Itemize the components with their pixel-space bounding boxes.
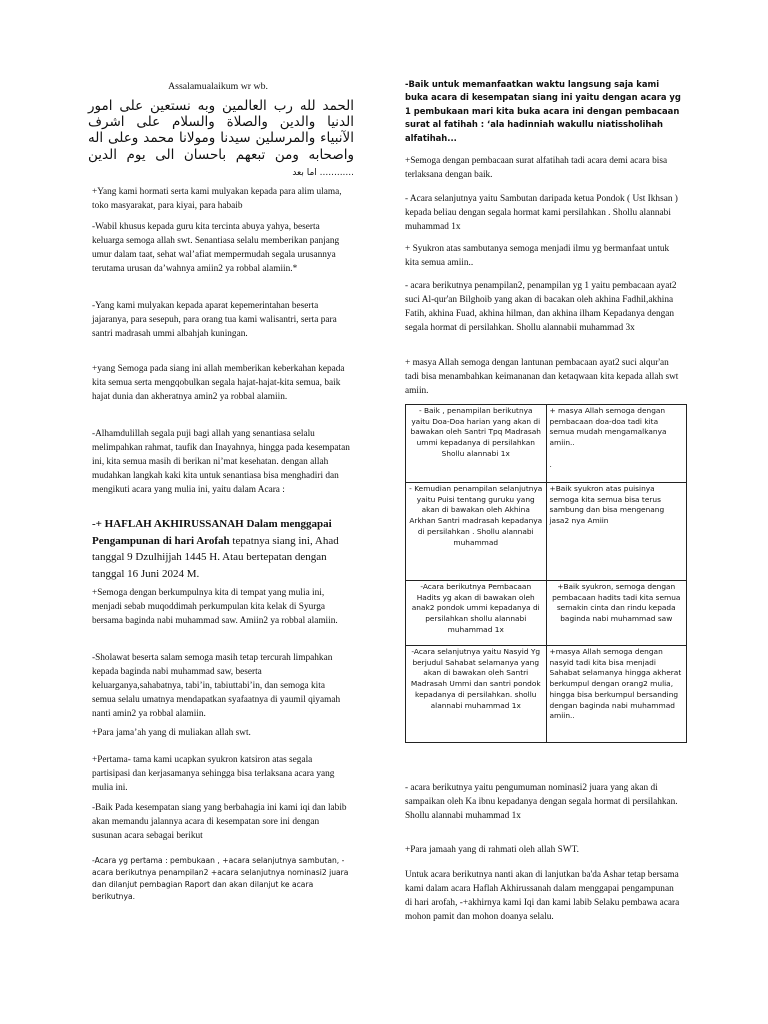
paragraph-speech-thanks: + Syukron atas sambutanya semoga menjadi ilmu yg bermanfaat untuk kita semua amiin.. <box>405 244 670 268</box>
arabic-opening-text <box>88 98 354 179</box>
paragraph-opening-fatihah: -Baik untuk memanfaatkan waktu langsung saja kami buka acara di kesempatan siang ini yaitu dengan acara yg 1 pembukaan mari kita buka acara ini dengan pembacaan surat al fatihah : ‘ala hadinniah wakullu niatissholihah alfatihah... <box>405 79 681 143</box>
paragraph-nominations: - acara berikutnya yaitu pengumuman nominasi2 juara yang akan di sampaikan oleh Ka ibnu kepadanya dengan segala hormat di persilahkan. Shollu alannabi muhammad 1x <box>405 783 678 821</box>
event-title-bold: -+ HAFLAH AKHIRUSSANAH Dalam menggapai Pengampunan di hari Arofah <box>92 518 332 547</box>
table-cell-performance: - Kemudian penampilan selanjutnya yaitu Puisi tentang guruku yang akan di bawakan oleh Akhina Arkhan Santri madrasah kepadanya di persilahkan . Shollu alannabi muhammad <box>406 483 547 581</box>
paragraph-event-title <box>92 516 350 582</box>
table-row <box>406 405 687 483</box>
table-cell-performance: -Acara selanjutnya yaitu Nasyid Yg berjudul Sahabat selamanya yang akan di bawakan oleh Santri Madrasah Ummi dan santri pondok kepadanya di persilahkan. shollu alannabi muhammad 1x <box>406 646 547 743</box>
paragraph-hosts-intro: -Baik Pada kesempatan siang yang berbahagia ini kami iqi dan labib akan memandu jalannya acara di kesempatan sore ini dengan susunan acara sebagai berikut <box>92 803 347 841</box>
table-cell-response: +Baik syukron atas puisinya semoga kita semua bisa terus sambung dan bisa mengenang jasa2 nya Amiin <box>546 483 687 581</box>
paragraph-audience-address-2: +Para jamaah yang di rahmati oleh allah SWT. <box>405 845 579 855</box>
paragraph-quran-recital: - acara berikutnya penampilan2, penampilan yg 1 yaitu pembacaan ayat2 suci Al-qur'an Bilghoib yang akan di bacakan oleh akhina Fadhil,akhina Fatih, akhina Fuad, akhina hilman, dan akhina ilham Kepadanya dengan segala hormat di persilahkan. Shollu alannabii muhammad 3x <box>405 281 677 333</box>
arabic-praise: الحمد لله رب العالمين وبه نستعين على امور الدنيا والدين والصلاة والسلام على اشرف الآنبياء والمرسلين سيدنا ومولانا محمد وعلى اله واصحابه ومن تبعهم باحسان الى يوم الدين <box>88 98 354 163</box>
table-cell-response: +Baik syukron, semoga dengan pembacaan hadits tadi kita semua semakin cinta dan rindu kepada baginda nabi muhammad saw <box>546 581 687 646</box>
paragraph-quran-prayer: + masya Allah semoga dengan lantunan pembacaan ayat2 suci alqur'an tadi bisa menambahkan keimananan dan ketaqwaan kita kepada allah swt amiin. <box>405 358 679 396</box>
paragraph-audience-address: +Para jama’ah yang di muliakan allah swt. <box>92 728 251 738</box>
paragraph-closing: Untuk acara berikutnya nanti akan di lanjutkan ba'da Ashar tetap bersama kami dalam acara Haflah Akhirussanah dalam menggapai pengampunan di hari arofah, -+akhirnya kami Iqi dan kami labib Selaku pembawa acara mohon pamit dan mohon doanya selalu. <box>405 870 680 922</box>
paragraph-agenda: -Acara yg pertama : pembukaan , +acara selanjutnya sambutan, -acara berikutnya penampilan2 +acara selanjutnya nominasi2 juara dan dilanjut pembagian Raport dan akan dilanjut ke acara berikutnya. <box>92 856 349 902</box>
paragraph-abuya-yahya: -Wabil khusus kepada guru kita tercinta abuya yahya, beserta keluarga semoga allah swt. Senantiasa selalu memberikan panjang umur dalam taat, sehat wal’afiat mempermudah segala urusannya terutama urusan da’wahnya amiin2 ya robbal alamiin.* <box>92 222 340 274</box>
table-row <box>406 581 687 646</box>
paragraph-officials: -Yang kami mulyakan kepada aparat kepemerintahan beserta jajaranya, para sesepuh, para orang tua kami walisantri, serta para santri madrasah ummi albahjah kuningan. <box>92 301 337 339</box>
table-cell-response: + masya Allah semoga dengan pembacaan doa-doa tadi kita semua mudah mengamalkanya amiin.. . <box>546 405 687 483</box>
table-cell-performance: - Baik , penampilan berikutnya yaitu Doa-Doa harian yang akan di bawakan oleh Santri Tpq Madrasah ummi kepadanya di persilahkan Shollu alannabi 1x <box>406 405 547 483</box>
greeting-heading: Assalamualaikum wr wb. <box>168 81 268 92</box>
table-row <box>406 646 687 743</box>
table-cell-performance: -Acara berikutnya Pembacaan Hadits yg akan di bawakan oleh anak2 pondok ummi kepadanya di persilahkan shollu alannabi muhammad 1x <box>406 581 547 646</box>
table-row <box>406 483 687 581</box>
program-table <box>405 404 687 743</box>
paragraph-fatihah-prayer: +Semoga dengan pembacaan surat alfatihah tadi acara demi acara bisa terlaksana dengan baik. <box>405 156 668 180</box>
paragraph-thanks: +Pertama- tama kami ucapkan syukron katsiron atas segala partisipasi dan kerjasamanya sehingga bisa terlaksana acara yang mulia ini. <box>92 755 335 793</box>
paragraph-welcome-speech: - Acara selanjutnya yaitu Sambutan daripada ketua Pondok ( Ust Ikhsan ) kepada beliau dengan segala hormat kami persilahkan . Shollu alannabi muhammad 1x <box>405 194 678 232</box>
paragraph-blessing: +yang Semoga pada siang ini allah memberikan keberkahan kepada kita semua serta mengqobulkan segala hajat-hajat-kita semua, baik hajat dunia dan akheratnya amin2 ya robbal alamiin. <box>92 364 345 402</box>
arabic-amma-badu: ............ اما بعد <box>292 167 354 178</box>
paragraph-gathering-prayer: +Semoga dengan berkumpulnya kita di tempat yang mulia ini, menjadi sebab muqoddimah perkumpulan kita kelak di Syurga bersama baginda nabi muhammad saw. Amiin2 ya robbal alamiin. <box>92 588 338 626</box>
paragraph-sholawat: -Sholawat beserta salam semoga masih tetap tercurah limpahkan kepada baginda nabi muhammad saw, beserta keluarganya,sahabatnya, tabi’in, tabiuttabi’in, dan semoga kita semua selalu umatnya mendapatkan syafaatnya di yaumil qiyamah nanti amin2 ya robbal alamiin. <box>92 653 341 719</box>
paragraph-alhamdulillah: -Alhamdulillah segala puji bagi allah yang senantiasa selalu melimpahkan rahmat, taufik dan Inayahnya, hingga pada kesempatan ini, kita semua masih di berikan ni’mat kesehatan. dengan allah mudahkan langkah kaki kita untuk senantiasa bisa menghadiri dan mengikuti acara yang mulia ini, yaitu dalam Acara : <box>92 429 350 495</box>
paragraph-honored-guests: +Yang kami hormati serta kami mulyakan kepada para alim ulama, toko masyarakat, para kiyai, para habaib <box>92 187 342 211</box>
event-date: tepatnya siang ini, Ahad tanggal 9 Dzulhijjah 1445 H. Atau bertepatan dengan tanggal 16 Juni 2024 M. <box>92 534 339 580</box>
table-cell-response: +masya Allah semoga dengan nasyid tadi kita bisa menjadi Sahabat selamanya hingga akherat berkumpul dengan orang2 mulia, hingga bisa berkumpul bersanding dengan baginda nabi muhammad amiin.. <box>546 646 687 743</box>
